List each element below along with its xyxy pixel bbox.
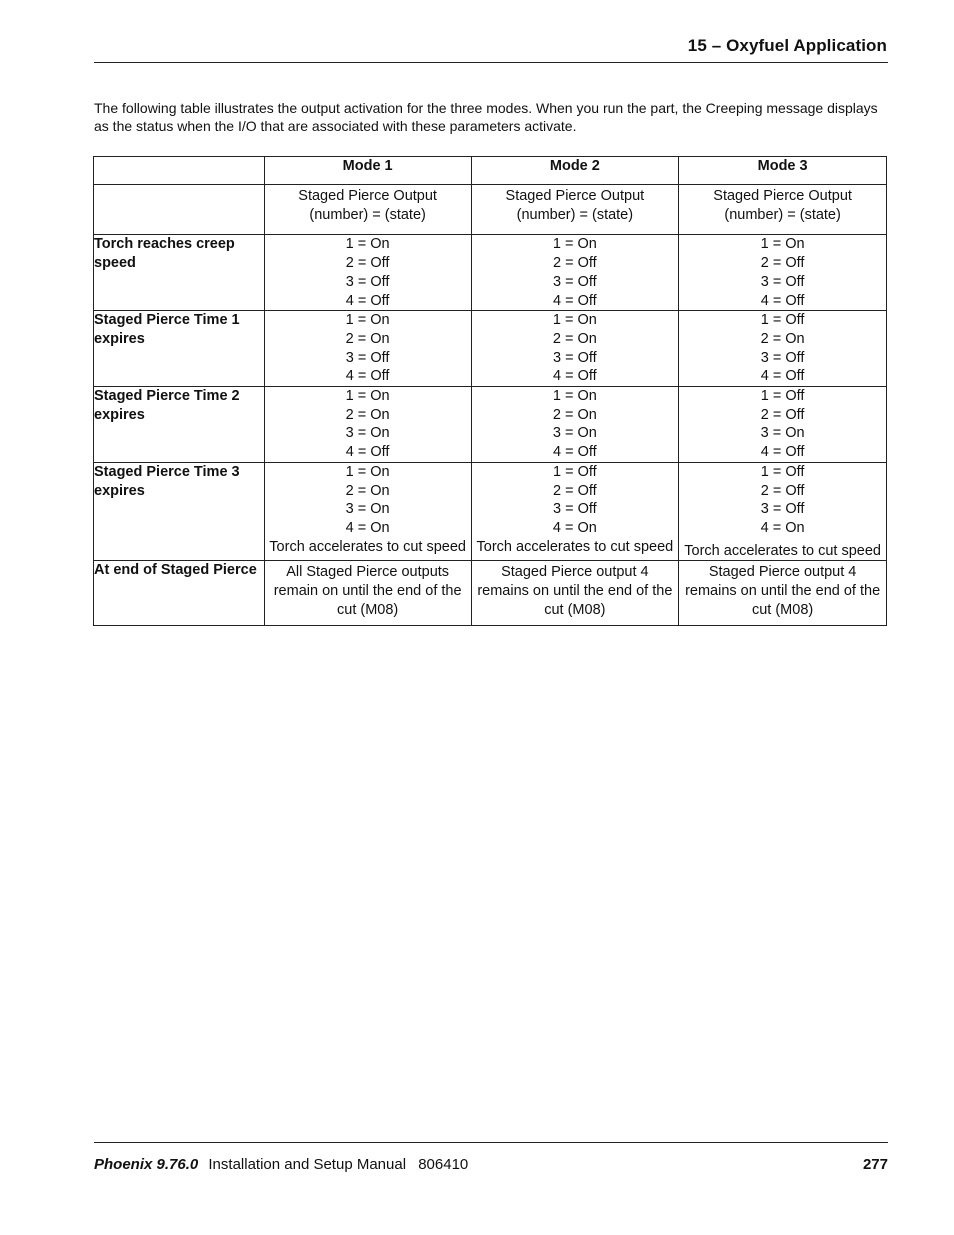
subheader-line: Staged Pierce Output bbox=[713, 188, 852, 204]
output-state-line: 4 = Off bbox=[345, 368, 390, 385]
output-state-line: 2 = Off bbox=[345, 255, 390, 272]
row-label: Staged Pierce Time 1 expires bbox=[94, 311, 265, 387]
mode-3-cell bbox=[679, 561, 887, 626]
output-state-line: 3 = Off bbox=[553, 273, 597, 290]
table-row bbox=[94, 387, 887, 463]
subheader-cell-mode-2 bbox=[471, 185, 679, 235]
output-state-line: 2 = On bbox=[345, 406, 390, 423]
subheader-line: Staged Pierce Output bbox=[505, 188, 645, 204]
output-state-line: 2 = On bbox=[552, 406, 597, 423]
row-label: At end of Staged Pierce bbox=[94, 561, 265, 626]
output-state-line: 2 = Off bbox=[553, 482, 597, 499]
footer-manual-info bbox=[94, 1156, 468, 1173]
output-state-line: 3 = Off bbox=[760, 273, 805, 290]
output-state-line: 3 = On bbox=[760, 425, 805, 442]
table-row bbox=[94, 235, 887, 311]
subheader-line: (number) = (state) bbox=[724, 206, 841, 223]
subheader-cell-mode-3 bbox=[679, 185, 887, 235]
output-state-line: 1 = Off bbox=[760, 388, 805, 405]
header-cell-mode-3: Mode 3 bbox=[679, 157, 887, 185]
output-state-line: 4 = Off bbox=[760, 444, 805, 461]
output-state-line: 4 = Off bbox=[553, 444, 597, 461]
page-number: 277 bbox=[862, 1156, 888, 1173]
mode-2-cell bbox=[471, 387, 679, 463]
output-state-line: 1 = On bbox=[345, 388, 390, 405]
header-cell-mode-1: Mode 1 bbox=[264, 157, 471, 185]
output-state-line: 4 = On bbox=[552, 519, 597, 536]
mode-3-cell bbox=[679, 462, 887, 561]
mode-2-cell bbox=[471, 561, 679, 626]
chapter-title: 15 – Oxyfuel Application bbox=[687, 36, 887, 55]
output-state-line: 4 = On bbox=[760, 519, 805, 536]
output-state-line: 4 = Off bbox=[345, 444, 390, 461]
cell-note: All Staged Pierce outputs remain on until the end of the cut (M08) bbox=[273, 564, 462, 618]
footer-divider bbox=[94, 1142, 888, 1143]
output-state-line: 4 = Off bbox=[553, 292, 597, 309]
mode-1-cell bbox=[264, 235, 471, 311]
output-state-line: 3 = Off bbox=[345, 273, 390, 290]
output-state-line: 4 = Off bbox=[760, 368, 805, 385]
cell-note: Torch accelerates to cut speed bbox=[684, 542, 881, 559]
output-state-line: 4 = Off bbox=[760, 292, 805, 309]
output-state-line: 1 = On bbox=[345, 312, 390, 329]
cell-note: Torch accelerates to cut speed bbox=[269, 538, 466, 555]
mode-1-cell bbox=[264, 462, 471, 561]
output-state-line: 3 = Off bbox=[345, 349, 390, 366]
output-state-line: 1 = On bbox=[345, 236, 390, 253]
footer-manual-title: Installation and Setup Manual bbox=[208, 1156, 407, 1173]
cell-note: Torch accelerates to cut speed bbox=[476, 538, 674, 555]
output-state-line: 2 = On bbox=[552, 330, 597, 347]
mode-1-cell bbox=[264, 387, 471, 463]
output-state-line: 3 = On bbox=[345, 425, 390, 442]
mode-2-cell bbox=[471, 462, 679, 561]
output-activation-table bbox=[93, 156, 887, 626]
output-state-line: 4 = Off bbox=[345, 292, 390, 309]
mode-2-cell bbox=[471, 311, 679, 387]
table-subheader-row bbox=[94, 185, 887, 235]
output-state-line: 2 = Off bbox=[553, 255, 597, 272]
cell-note: Staged Pierce output 4 remains on until the end of the cut (M08) bbox=[477, 564, 673, 618]
subheader-label bbox=[94, 185, 265, 235]
row-label: Torch reaches creep speed bbox=[94, 235, 265, 311]
output-state-line: 1 = Off bbox=[760, 463, 805, 480]
output-state-line: 1 = On bbox=[345, 463, 390, 480]
output-state-line: 3 = Off bbox=[760, 501, 805, 518]
mode-3-cell bbox=[679, 387, 887, 463]
row-label: Staged Pierce Time 2 expires bbox=[94, 387, 265, 463]
output-state-line: 3 = Off bbox=[553, 349, 597, 366]
subheader-cell-mode-1 bbox=[264, 185, 471, 235]
output-state-line: 3 = On bbox=[345, 501, 390, 518]
header-cell-empty bbox=[94, 157, 265, 185]
subheader-line: Staged Pierce Output bbox=[298, 188, 437, 204]
output-state-line: 1 = On bbox=[552, 236, 597, 253]
header-divider bbox=[94, 62, 888, 63]
table-row bbox=[94, 561, 887, 626]
footer-product-name: Phoenix 9.76.0 bbox=[94, 1156, 199, 1173]
output-state-line: 1 = On bbox=[552, 312, 597, 329]
table-row bbox=[94, 462, 887, 561]
table-header-row bbox=[94, 157, 887, 185]
output-state-line: 3 = Off bbox=[760, 349, 805, 366]
output-state-line: 1 = Off bbox=[760, 312, 805, 329]
cell-note: Staged Pierce output 4 remains on until the end of the cut (M08) bbox=[685, 564, 881, 618]
output-state-line: 1 = On bbox=[760, 236, 805, 253]
output-state-line: 1 = On bbox=[552, 388, 597, 405]
mode-3-cell bbox=[679, 235, 887, 311]
output-state-line: 1 = Off bbox=[553, 463, 597, 480]
output-state-line: 2 = On bbox=[760, 330, 805, 347]
mode-1-cell bbox=[264, 311, 471, 387]
output-state-line: 2 = On bbox=[345, 330, 390, 347]
mode-3-cell bbox=[679, 311, 887, 387]
output-state-line: 3 = Off bbox=[553, 501, 597, 518]
subheader-line: (number) = (state) bbox=[309, 206, 426, 223]
output-state-line: 3 = On bbox=[552, 425, 597, 442]
mode-1-cell bbox=[264, 561, 471, 626]
row-label: Staged Pierce Time 3 expires bbox=[94, 462, 265, 561]
mode-2-cell bbox=[471, 235, 679, 311]
intro-paragraph: The following table illustrates the output activation for the three modes. When you run the part, the Creeping message displays as the status when the I/O that are associated with these parameters activate. bbox=[94, 100, 878, 134]
output-state-line: 2 = Off bbox=[760, 255, 805, 272]
header-cell-mode-2: Mode 2 bbox=[471, 157, 679, 185]
output-state-line: 4 = On bbox=[345, 519, 390, 536]
output-state-line: 2 = Off bbox=[760, 482, 805, 499]
output-state-line: 2 = On bbox=[345, 482, 390, 499]
footer-manual-number: 806410 bbox=[418, 1156, 469, 1173]
table-body bbox=[94, 235, 887, 626]
subheader-line: (number) = (state) bbox=[516, 206, 634, 223]
output-state-line: 2 = Off bbox=[760, 406, 805, 423]
table-row bbox=[94, 311, 887, 387]
output-state-line: 4 = Off bbox=[553, 368, 597, 385]
